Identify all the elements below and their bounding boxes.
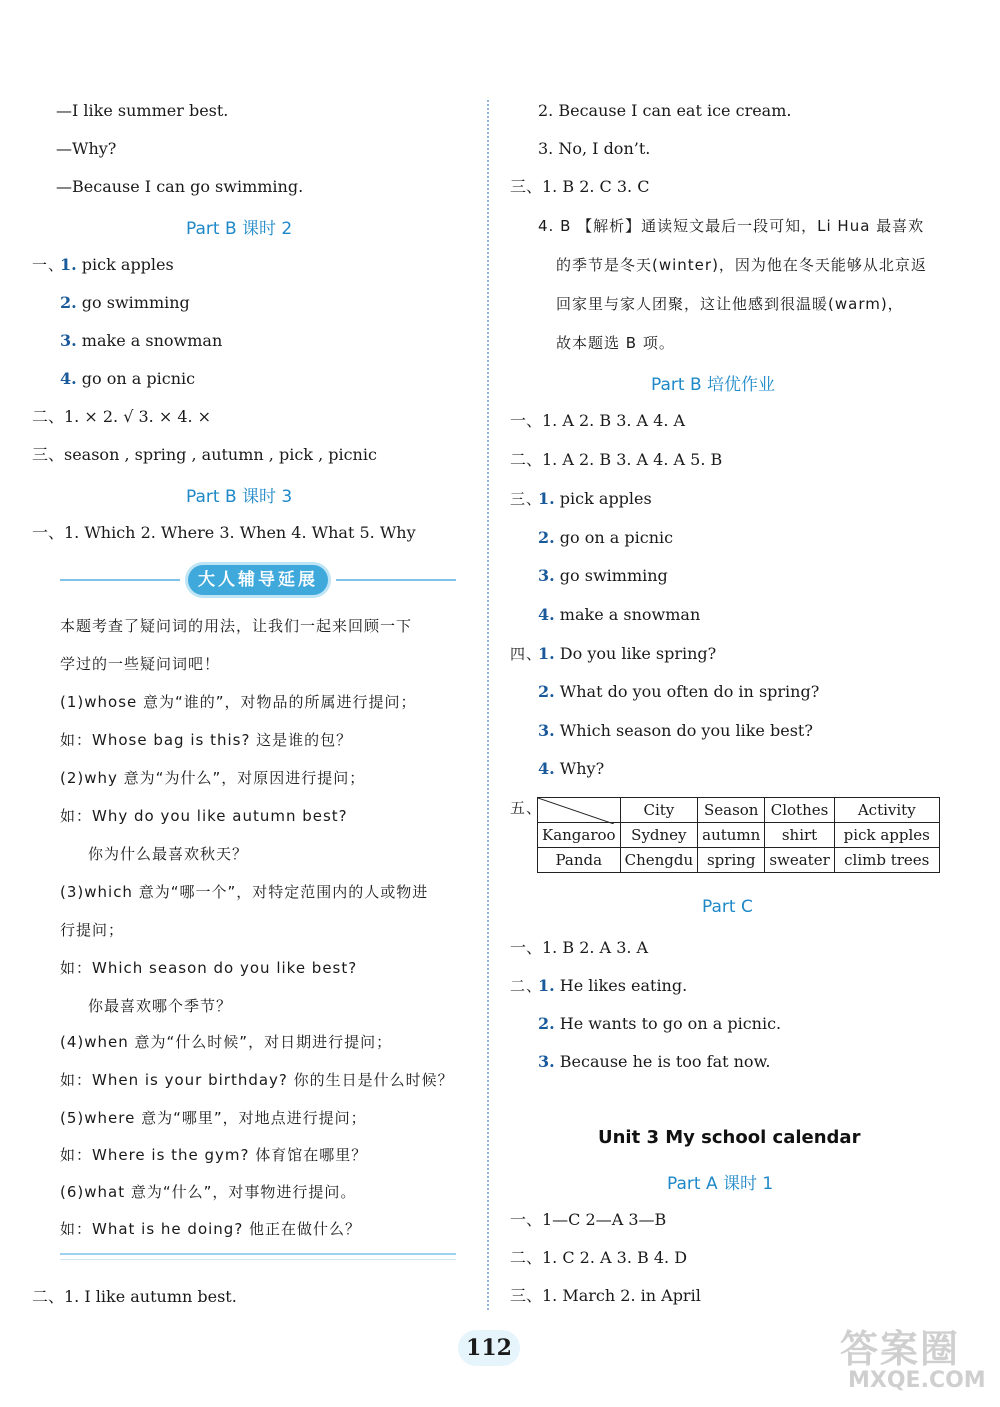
page-number: 112 xyxy=(458,1330,520,1366)
answer-item: 2. go on a picnic xyxy=(538,528,674,547)
answer-line: 三、1. B 2. C 3. C xyxy=(510,177,650,196)
table-header: City xyxy=(620,798,698,823)
table-cell: sweater xyxy=(765,848,834,873)
tip-divider xyxy=(60,1259,456,1260)
tip-line: (6)what 意为“什么”，对事物进行提问。 xyxy=(60,1183,357,1201)
tip-line: (4)when 意为“什么时候”，对日期进行提问； xyxy=(60,1033,393,1051)
table-cell: Sydney xyxy=(620,823,698,848)
answer-item: 3. Which season do you like best? xyxy=(538,721,813,740)
tip-line: 你为什么最喜欢秋天？ xyxy=(88,845,249,863)
answer-line: 一、1. A 2. B 3. A 4. A xyxy=(510,411,686,430)
table-cell: autumn xyxy=(698,823,765,848)
table-row xyxy=(538,823,940,848)
watermark-text: 答案圈 xyxy=(840,1327,961,1371)
unit-title: Unit 3 My school calendar xyxy=(598,1127,861,1148)
section-tag: 三、 xyxy=(510,490,543,508)
tip-line: (2)why 意为“为什么”，对原因进行提问； xyxy=(60,769,366,787)
dialogue-line-1: —I like summer best. xyxy=(56,101,229,120)
table-row xyxy=(538,848,940,873)
tip-line: 如：Where is the gym? 体育馆在哪里？ xyxy=(60,1146,368,1164)
table-header: Season xyxy=(698,798,765,823)
tip-line: 如：What is he doing? 他正在做什么？ xyxy=(60,1220,362,1238)
tip-line: 行提问； xyxy=(60,921,125,939)
table-header: Activity xyxy=(834,798,939,823)
heading-part-b-lesson-3: Part B 课时 3 xyxy=(186,487,293,507)
table-header: Clothes xyxy=(765,798,834,823)
heading-part-c: Part C xyxy=(702,897,753,917)
tip-line: 如：Whose bag is this? 这是谁的包？ xyxy=(60,731,353,749)
tip-title: 大人辅导延展 xyxy=(188,565,328,595)
answer-line: 二、1. I like autumn best. xyxy=(32,1287,237,1306)
answer-line: 二、1. C 2. A 3. B 4. D xyxy=(510,1248,688,1267)
answer-line: 二、1. A 2. B 3. A 4. A 5. B xyxy=(510,450,723,469)
explanation-line: 4. B 【解析】通读短文最后一段可知，Li Hua 最喜欢 xyxy=(538,217,925,235)
tip-divider xyxy=(60,1253,456,1255)
answer-line: 二、1. × 2. √ 3. × 4. × xyxy=(32,407,212,426)
watermark-url: MXQE.COM xyxy=(848,1368,986,1393)
table-cell: climb trees xyxy=(834,848,939,873)
table-cell: Kangaroo xyxy=(538,823,621,848)
answer-item: 3. make a snowman xyxy=(60,331,223,350)
answer-line: 一、1—C 2—A 3—B xyxy=(510,1210,667,1229)
answer-item: 3. Because he is too fat now. xyxy=(538,1052,771,1071)
table-cell: pick apples xyxy=(834,823,939,848)
answer-line: 三、1. March 2. in April xyxy=(510,1286,701,1305)
section-tag: 五、 xyxy=(510,799,543,817)
dialogue-line-3: —Because I can go swimming. xyxy=(56,177,304,196)
tip-line: (1)whose 意为“谁的”，对物品的所属进行提问； xyxy=(60,693,417,711)
section-tag: 四、 xyxy=(510,645,543,663)
answer-line: 一、1. B 2. A 3. A xyxy=(510,938,649,957)
answer-item: 3. go swimming xyxy=(538,566,668,585)
heading-part-b-lesson-2: Part B 课时 2 xyxy=(186,219,293,239)
tip-banner xyxy=(60,565,456,595)
tip-line: 本题考查了疑问词的用法，让我们一起来回顾一下 xyxy=(60,617,413,635)
answer-line: 3. No, I don’t. xyxy=(538,139,651,158)
answer-line: 一、1. Which 2. Where 3. When 4. What 5. Why xyxy=(32,523,416,542)
tip-line: 你最喜欢哪个季节？ xyxy=(88,997,233,1015)
answer-item: 2. He wants to go on a picnic. xyxy=(538,1014,782,1033)
watermark-logo xyxy=(840,1318,990,1400)
answer-line: 2. Because I can eat ice cream. xyxy=(538,101,792,120)
tip-line: (3)which 意为“哪一个”，对特定范围内的人或物进 xyxy=(60,883,429,901)
dialogue-line-2: —Why? xyxy=(56,139,117,158)
answer-table xyxy=(537,797,940,873)
explanation-line: 故本题选 B 项。 xyxy=(556,334,675,352)
section-tag: 一、 xyxy=(32,256,65,274)
tip-line: 如：Why do you like autumn best? xyxy=(60,807,348,825)
answer-item: 2. go swimming xyxy=(60,293,190,312)
table-header-row xyxy=(538,798,940,823)
column-divider xyxy=(487,100,489,1310)
table-corner-cell xyxy=(538,798,621,823)
tip-line: 如：When is your birthday? 你的生日是什么时候？ xyxy=(60,1071,454,1089)
answer-item: 1. pick apples xyxy=(60,255,174,274)
tip-line: (5)where 意为“哪里”，对地点进行提问； xyxy=(60,1109,367,1127)
heading-part-b-extra: Part B 培优作业 xyxy=(651,375,776,395)
answer-item: 4. Why? xyxy=(538,759,605,778)
heading-part-a-lesson-1: Part A 课时 1 xyxy=(667,1174,774,1194)
explanation-line: 的季节是冬天(winter)，因为他在冬天能够从北京返 xyxy=(556,256,927,274)
table-cell: shirt xyxy=(765,823,834,848)
tip-line: 学过的一些疑问词吧！ xyxy=(60,655,221,673)
table-cell: spring xyxy=(698,848,765,873)
explanation-line: 回家里与家人团聚，这让他感到很温暖(warm)， xyxy=(556,295,904,313)
answer-item: 1. Do you like spring? xyxy=(538,644,717,663)
answer-item: 2. What do you often do in spring? xyxy=(538,682,820,701)
section-tag: 二、 xyxy=(510,977,543,995)
answer-item: 4. make a snowman xyxy=(538,605,701,624)
table-cell: Panda xyxy=(538,848,621,873)
tip-line: 如：Which season do you like best? xyxy=(60,959,358,977)
answer-item: 4. go on a picnic xyxy=(60,369,196,388)
answer-item: 1. pick apples xyxy=(538,489,652,508)
answer-line: 三、season , spring , autumn , pick , picnic xyxy=(32,445,377,464)
answer-item: 1. He likes eating. xyxy=(538,976,688,995)
table-cell: Chengdu xyxy=(620,848,698,873)
